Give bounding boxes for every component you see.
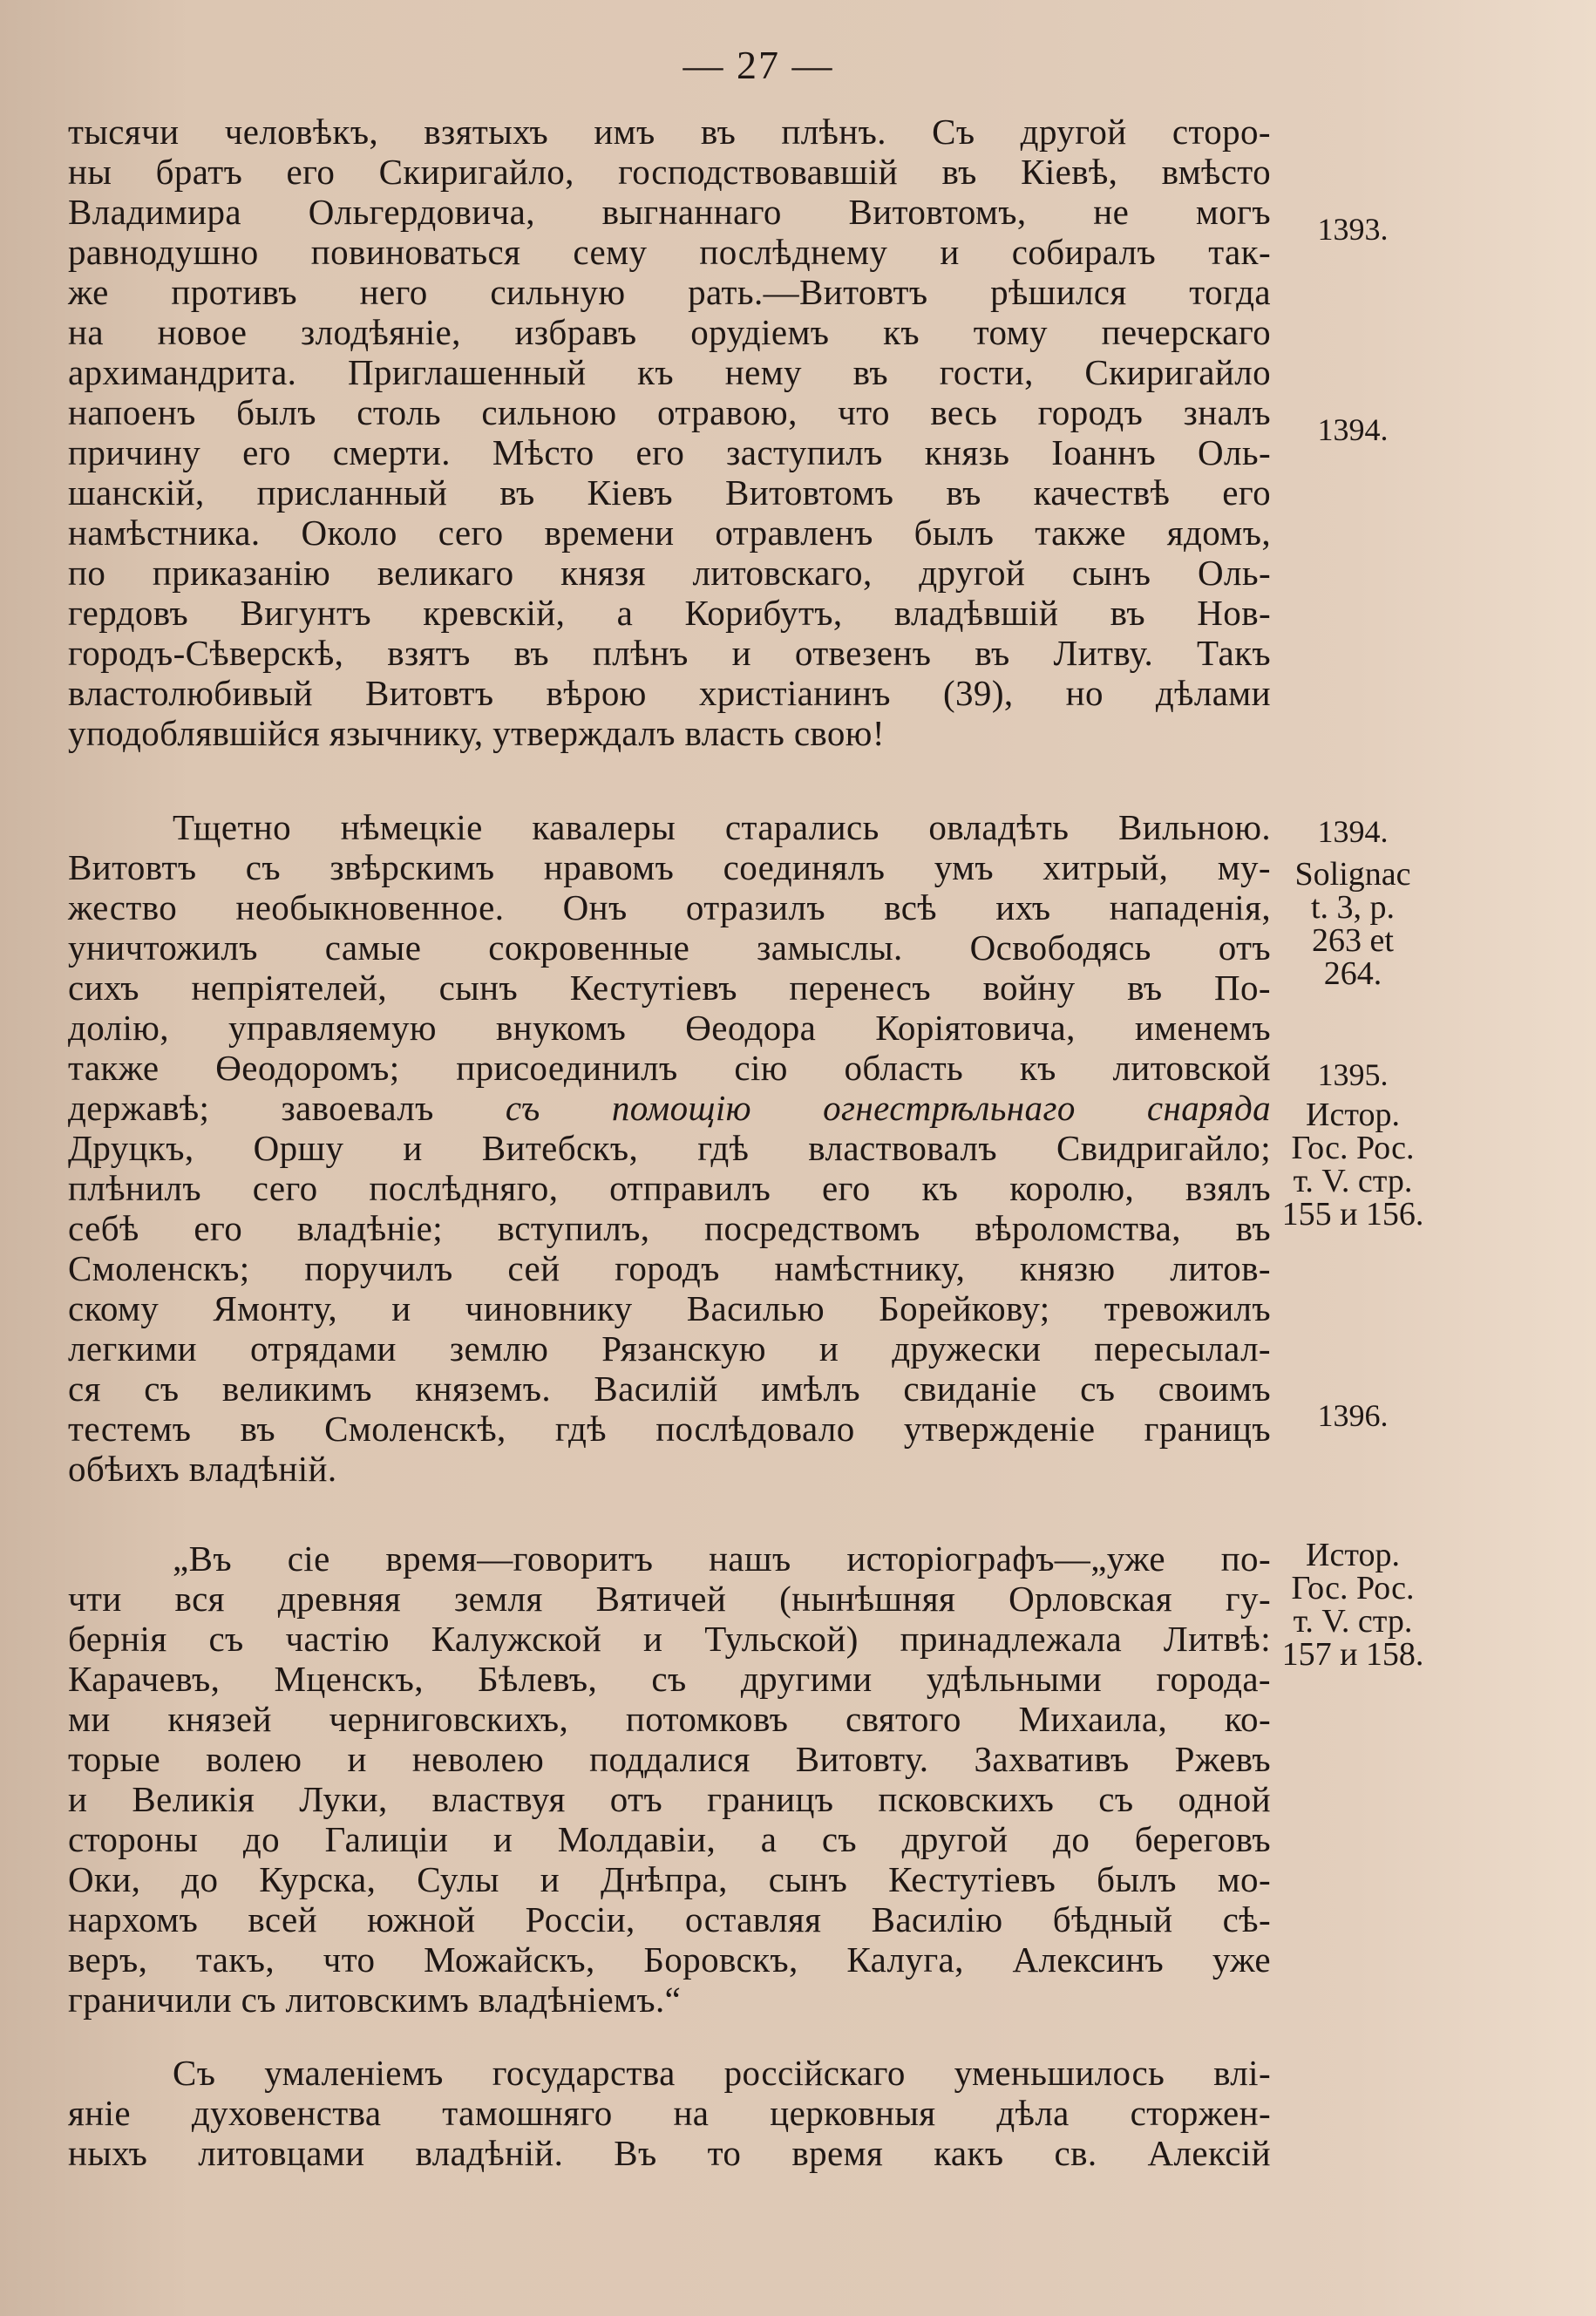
margin-reference-line: t. 3, p. [1310,889,1396,926]
margin-reference-line: т. V. стр. [1293,1603,1413,1640]
text-line: уподоблявшійся язычнику, утверждалъ власть свою! [68,713,885,753]
text-line: ми князей черниговскихъ, потомковъ святого Михаила, ко- [68,1699,1271,1739]
text-line: тестемъ въ Смоленскѣ, гдѣ послѣдовало утвержденіе границъ [68,1409,1271,1449]
margin-reference-line: Solignac [1294,856,1411,893]
text-line: равнодушно повиноваться сему послѣднему и собиралъ так- [68,232,1271,272]
text-line: „Въ сіе время—говоритъ нашъ исторіографъ—„уже по- [173,1538,1271,1579]
text-line: Друцкъ, Оршу и Витебскъ, гдѣ властвовалъ Свидригайло; [68,1128,1271,1168]
text-line: причину его смерти. Мѣсто его заступилъ князь Іоаннъ Оль- [68,432,1271,472]
text-line: намѣстника. Около сего времени отравленъ былъ также ядомъ, [68,513,1271,553]
text-line: обѣихъ владѣній. [68,1449,337,1489]
text-line-with-italic [68,1088,1271,1128]
text-line: тысячи человѣкъ, взятыхъ имъ въ плѣнъ. Съ другой сторо- [68,112,1271,152]
text-line: Съ умаленіемъ государства россійскаго уменьшилось влі- [173,2053,1271,2093]
margin-reference-line: 157 и 158. [1281,1636,1424,1673]
text-line: бернія съ частію Калужской и Тульской) принадлежала Литвѣ: [68,1619,1271,1659]
text-line: Владимира Ольгердовича, выгнаннаго Витовтомъ, не могъ [68,192,1271,232]
margin-year: 1394. [1317,412,1389,447]
margin-year: 1395. [1317,1057,1389,1092]
text-line: шанскій, присланный въ Кіевъ Витовтомъ въ качествѣ его [68,472,1271,513]
text-line: напоенъ былъ столь сильною отравою, что весь городъ зналъ [68,392,1271,432]
text-line: и Великія Луки, властвуя отъ границъ псковскихъ съ одной [68,1779,1271,1819]
text-line: Карачевъ, Мценскъ, Бѣлевъ, съ другими удѣльными города- [68,1659,1271,1699]
paragraph-4 [68,2053,1271,2173]
text-line: гердовъ Вигунтъ кревскій, а Корибутъ, владѣвшій въ Нов- [68,593,1271,633]
text-line: ны братъ его Скиригайло, господствовавшій въ Кіевѣ, вмѣсто [68,152,1271,192]
text-segment: державѣ; завоевалъ [68,1088,434,1128]
margin-reference-line: 264. [1323,955,1382,992]
margin-year: 1393. [1317,212,1389,247]
text-line: жество необыкновенное. Онъ отразилъ всѣ ихъ нападенія, [68,887,1271,927]
paragraph-3 [68,1538,1271,2020]
text-line: граничили съ литовскимъ владѣніемъ.“ [68,1980,682,2020]
text-line: стороны до Галиціи и Молдавіи, а съ другой до береговъ [68,1819,1271,1859]
margin-reference-line: Истор. [1306,1537,1400,1573]
text-line: себѣ его владѣніе; вступилъ, посредствомъ вѣроломства, въ [68,1208,1271,1248]
italic-phrase: съ помощію огнестрѣльнаго снаряда [505,1088,1271,1128]
margin-reference-line: т. V. стр. [1293,1163,1413,1199]
text-line: легкими отрядами землю Рязанскую и дружески пересылал- [68,1328,1271,1369]
text-line: плѣнилъ сего послѣдняго, отправилъ его къ королю, взялъ [68,1168,1271,1208]
text-line: ныхъ литовцами владѣній. Въ то время какъ св. Алексій [68,2133,1271,2173]
text-line: властолюбивый Витовтъ вѣрою христіанинъ (39), но дѣлами [68,673,1271,713]
paragraph-2 [68,807,1271,1489]
text-line: по приказанію великаго князя литовскаго, другой сынъ Оль- [68,553,1271,593]
text-line: чти вся древняя земля Вятичей (нынѣшняя Орловская гу- [68,1579,1271,1619]
text-line: Тщетно нѣмецкіе кавалеры старались овладѣть Вильною. [173,807,1271,847]
margin-reference-istor-2 [1274,1538,1431,1671]
margin-reference-line: Гос. Рос. [1291,1570,1415,1606]
text-line: уничтожилъ самые сокровенные замыслы. Освободясь отъ [68,927,1271,968]
text-line: также Өеодоромъ; присоединилъ сію область къ литовской [68,1048,1271,1088]
page-number: — 27 — [683,43,834,87]
margin-reference-line: 155 и 156. [1281,1196,1424,1233]
text-line: Витовтъ съ звѣрскимъ нравомъ соединялъ умъ хитрый, му- [68,847,1271,887]
text-line: нархомъ всей южной Россіи, оставляя Василію бѣдный сѣ- [68,1899,1271,1939]
margin-year: 1394. [1317,814,1389,849]
text-line: сихъ непріятелей, сынъ Кестутіевъ перенесъ войну въ По- [68,968,1271,1008]
text-line: архимандрита. Приглашенный къ нему въ гости, Скиригайло [68,352,1271,392]
text-line: торые волею и неволею поддалися Витовту. Захвативъ Ржевъ [68,1739,1271,1779]
text-line: ся съ великимъ княземъ. Василій имѣлъ свиданіе съ своимъ [68,1369,1271,1409]
paragraph-1 [68,112,1271,753]
text-line: долію, управляемую внукомъ Өеодора Коріятовича, именемъ [68,1008,1271,1048]
margin-reference-istor-1 [1274,1098,1431,1231]
text-line: Смоленскъ; поручилъ сей городъ намѣстнику, князю литов- [68,1248,1271,1288]
text-line: яніе духовенства тамошняго на церковныя дѣла сторжен- [68,2093,1271,2133]
text-line: скому Ямонту, и чиновнику Василью Борейкову; тревожилъ [68,1288,1271,1328]
text-line: Оки, до Курска, Сулы и Днѣпра, сынъ Кестутіевъ былъ мо- [68,1859,1271,1899]
margin-reference-solignac [1274,858,1431,990]
text-line: веръ, такъ, что Можайскъ, Боровскъ, Калуга, Алексинъ уже [68,1939,1271,1980]
text-line: городъ-Сѣверскѣ, взятъ въ плѣнъ и отвезенъ въ Литву. Такъ [68,633,1271,673]
text-line: на новое злодѣяніе, избравъ орудіемъ къ тому печерскаго [68,312,1271,352]
margin-year: 1396. [1317,1398,1389,1433]
margin-reference-line: Гос. Рос. [1291,1130,1415,1166]
text-line: же противъ него сильную рать.—Витовтъ рѣшился тогда [68,272,1271,312]
margin-reference-line: Истор. [1306,1097,1400,1133]
margin-reference-line: 263 et [1312,922,1394,959]
